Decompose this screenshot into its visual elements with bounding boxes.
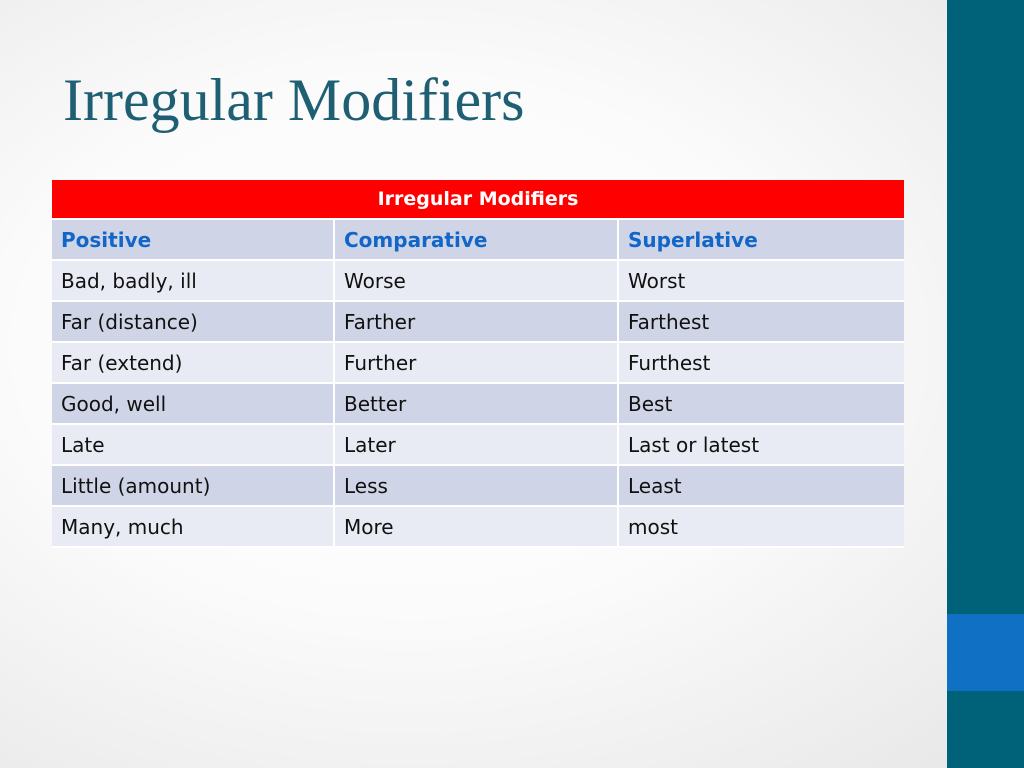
positive-cell: Little (amount) bbox=[52, 466, 335, 507]
comparative-cell: Better bbox=[335, 384, 619, 425]
comparative-cell: Farther bbox=[335, 302, 619, 343]
comparative-cell: More bbox=[335, 507, 619, 548]
superlative-cell: Worst bbox=[619, 261, 904, 302]
table-row bbox=[52, 261, 904, 302]
table-row bbox=[52, 466, 904, 507]
superlative-cell: most bbox=[619, 507, 904, 548]
positive-cell: Far (extend) bbox=[52, 343, 335, 384]
modifiers-table bbox=[52, 180, 904, 548]
header-comparative: Comparative bbox=[335, 220, 619, 261]
slide-title: Irregular Modifiers bbox=[63, 67, 525, 133]
side-decoration-accent bbox=[947, 614, 1024, 691]
superlative-cell: Last or latest bbox=[619, 425, 904, 466]
positive-cell: Bad, badly, ill bbox=[52, 261, 335, 302]
comparative-cell: Worse bbox=[335, 261, 619, 302]
positive-cell: Good, well bbox=[52, 384, 335, 425]
table-row bbox=[52, 384, 904, 425]
modifiers-table-container bbox=[52, 180, 904, 548]
table-header-row bbox=[52, 220, 904, 261]
table-caption-row bbox=[52, 180, 904, 220]
header-superlative: Superlative bbox=[619, 220, 904, 261]
table-row bbox=[52, 302, 904, 343]
positive-cell: Far (distance) bbox=[52, 302, 335, 343]
superlative-cell: Best bbox=[619, 384, 904, 425]
superlative-cell: Furthest bbox=[619, 343, 904, 384]
table-row bbox=[52, 507, 904, 548]
header-positive: Positive bbox=[52, 220, 335, 261]
positive-cell: Late bbox=[52, 425, 335, 466]
superlative-cell: Farthest bbox=[619, 302, 904, 343]
superlative-cell: Least bbox=[619, 466, 904, 507]
comparative-cell: Later bbox=[335, 425, 619, 466]
comparative-cell: Further bbox=[335, 343, 619, 384]
comparative-cell: Less bbox=[335, 466, 619, 507]
positive-cell: Many, much bbox=[52, 507, 335, 548]
table-row bbox=[52, 343, 904, 384]
table-row bbox=[52, 425, 904, 466]
table-caption: Irregular Modifiers bbox=[52, 180, 904, 220]
